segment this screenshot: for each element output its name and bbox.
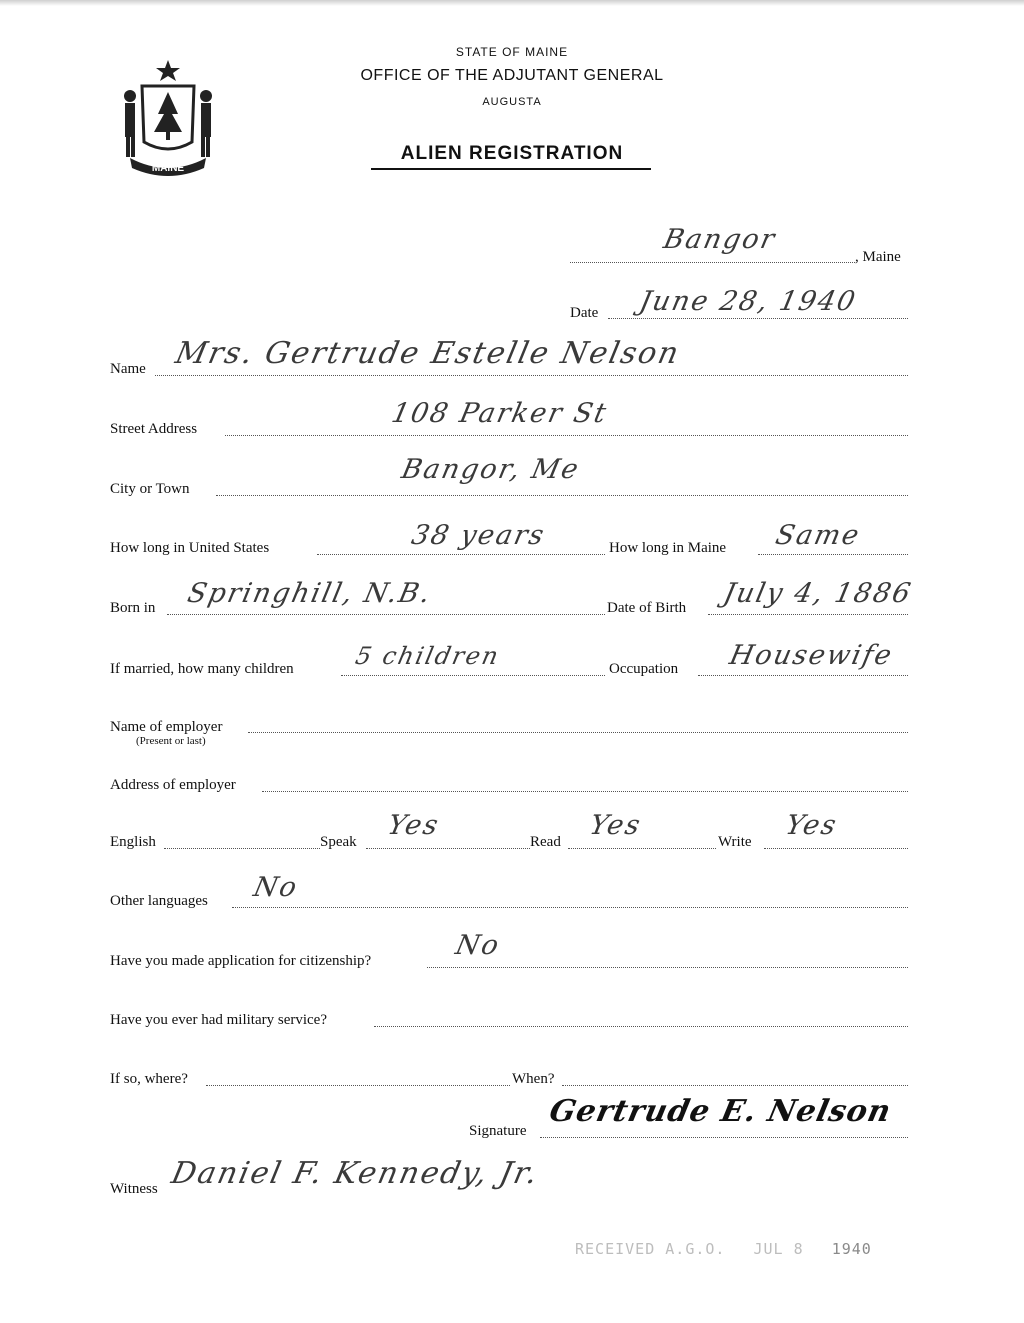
how-long-maine-label: How long in Maine	[609, 540, 727, 556]
city-value: Bangor, Me	[398, 454, 583, 485]
date-value: June 28, 1940	[636, 286, 860, 317]
occupation-value: Housewife	[726, 640, 897, 671]
how-long-us-label: How long in United States	[110, 540, 270, 556]
stamp-year: 1940	[831, 1240, 872, 1258]
signature-label: Signature	[469, 1123, 527, 1139]
employer-name-label: Name of employer	[110, 719, 223, 735]
witness-label: Witness	[110, 1181, 158, 1197]
applicant-signature: Gertrude E. Nelson	[546, 1094, 895, 1129]
name-line	[155, 375, 908, 376]
when-label: When?	[512, 1071, 555, 1087]
born-in-value: Springhill, N.B.	[184, 578, 435, 609]
signature-line	[540, 1137, 908, 1138]
children-value: 5 children	[353, 642, 503, 670]
employer-address-line	[262, 791, 908, 792]
dob-line	[708, 614, 908, 615]
received-stamp	[575, 1240, 872, 1258]
street-label: Street Address	[110, 421, 198, 437]
write-line	[764, 848, 908, 849]
date-line	[608, 318, 908, 319]
city-label: City or Town	[110, 481, 190, 497]
citizenship-label: Have you made application for citizenship?	[110, 953, 372, 969]
how-long-maine-value: Same	[772, 520, 864, 551]
other-languages-line	[232, 907, 908, 908]
scan-edge	[0, 0, 1024, 6]
street-value: 108 Parker St	[388, 398, 611, 429]
military-line	[374, 1026, 908, 1027]
if-so-where-label: If so, where?	[110, 1071, 188, 1087]
name-label: Name	[110, 361, 146, 377]
header-city: AUGUSTA	[482, 96, 542, 108]
name-value: Mrs. Gertrude Estelle Nelson	[172, 336, 684, 371]
dob-value: July 4, 1886	[720, 578, 916, 609]
header-office: OFFICE OF THE ADJUTANT GENERAL	[360, 67, 664, 84]
write-value: Yes	[782, 810, 841, 841]
speak-line	[366, 848, 530, 849]
born-in-label: Born in	[110, 600, 156, 616]
street-line	[225, 435, 908, 436]
born-in-line	[167, 614, 605, 615]
header-state: STATE OF MAINE	[455, 45, 569, 59]
title-underline	[371, 168, 651, 170]
employer-address-label: Address of employer	[110, 777, 236, 793]
maine-suffix: , Maine	[855, 249, 901, 265]
employer-note: (Present or last)	[136, 735, 206, 747]
employer-name-line	[248, 732, 908, 733]
speak-label: Speak	[320, 834, 357, 850]
place-value: Bangor	[660, 224, 780, 255]
read-label: Read	[530, 834, 561, 850]
stamp-received: RECEIVED A.G.O.	[575, 1240, 726, 1258]
how-long-us-line	[317, 554, 605, 555]
military-label: Have you ever had military service?	[110, 1012, 327, 1028]
children-line	[341, 675, 605, 676]
occupation-label: Occupation	[609, 661, 679, 677]
speak-value: Yes	[384, 810, 443, 841]
city-line	[216, 495, 908, 496]
occupation-line	[698, 675, 908, 676]
seal-text: MAINE	[151, 163, 185, 174]
other-languages-label: Other languages	[110, 893, 208, 909]
write-label: Write	[718, 834, 752, 850]
when-line	[562, 1085, 908, 1086]
read-value: Yes	[586, 810, 645, 841]
english-line	[164, 848, 320, 849]
place-line	[570, 262, 855, 263]
witness-signature: Daniel F. Kennedy, Jr.	[168, 1156, 543, 1191]
english-label: English	[110, 834, 156, 850]
dob-label: Date of Birth	[607, 600, 687, 616]
if-so-where-line	[206, 1085, 510, 1086]
citizenship-line	[427, 967, 908, 968]
read-line	[568, 848, 716, 849]
citizenship-value: No	[452, 930, 504, 961]
how-long-us-value: 38 years	[408, 520, 549, 551]
children-label: If married, how many children	[110, 661, 294, 677]
date-label: Date	[570, 305, 599, 321]
other-languages-value: No	[250, 872, 302, 903]
form-title: ALIEN REGISTRATION	[400, 143, 624, 164]
stamp-month-day: JUL 8	[753, 1240, 804, 1258]
how-long-maine-line	[758, 554, 908, 555]
